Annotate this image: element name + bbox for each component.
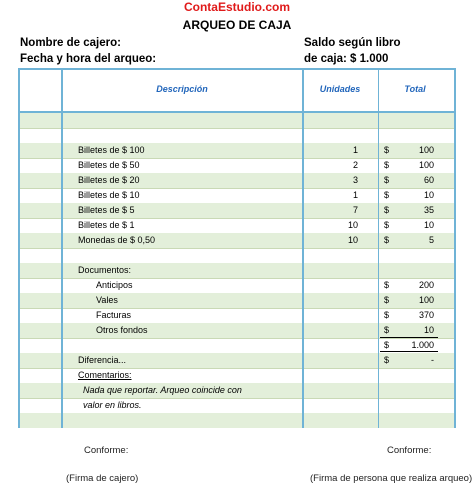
bill-label: Billetes de $ 1 — [78, 220, 135, 230]
bill-units: 1 — [352, 145, 358, 155]
bill-label: Billetes de $ 20 — [78, 175, 140, 185]
coin-label: Monedas de $ 0,50 — [78, 235, 156, 245]
bill-amount: 100 — [418, 145, 434, 155]
table-row — [18, 308, 456, 324]
documents-label: Documentos: — [78, 265, 132, 275]
comments-label: Comentarios: — [78, 370, 132, 380]
datetime-label: Fecha y hora del arqueo: — [20, 53, 157, 65]
currency-sign: $ — [384, 145, 390, 155]
currency-sign: $ — [384, 325, 390, 335]
document-label: Anticipos — [96, 280, 133, 290]
cash-count-sheet — [18, 68, 456, 428]
currency-sign: $ — [384, 205, 390, 215]
document-amount: 10 — [423, 325, 434, 335]
bill-amount: 100 — [418, 160, 434, 170]
coin-units: 10 — [347, 235, 358, 245]
bill-amount: 35 — [423, 205, 434, 215]
column-divider — [61, 70, 63, 428]
table-row — [18, 113, 456, 129]
table-row — [18, 248, 456, 264]
currency-sign: $ — [384, 190, 390, 200]
table-row — [18, 398, 456, 414]
table-row — [18, 368, 456, 384]
page-title: ARQUEO DE CAJA — [182, 18, 292, 32]
currency-sign: $ — [384, 280, 390, 290]
bill-units: 1 — [352, 190, 358, 200]
balance-label-line2: de caja: $ 1.000 — [304, 53, 389, 65]
difference-amount: - — [431, 355, 434, 365]
currency-sign: $ — [384, 160, 390, 170]
table-row — [18, 218, 456, 234]
total-currency: $ — [384, 340, 390, 350]
table-row — [18, 353, 456, 369]
cashier-label: Nombre de cajero: — [20, 37, 121, 49]
bill-units: 10 — [347, 220, 358, 230]
coin-amount: 5 — [428, 235, 434, 245]
total-box — [380, 337, 438, 352]
right-conforme-label: Conforme: — [387, 445, 432, 456]
table-row — [18, 203, 456, 219]
bill-label: Billetes de $ 10 — [78, 190, 140, 200]
balance-label-line1: Saldo según libro — [304, 37, 401, 49]
document-amount: 100 — [418, 295, 434, 305]
bill-amount: 10 — [423, 220, 434, 230]
table-row — [18, 383, 456, 399]
bill-amount: 60 — [423, 175, 434, 185]
column-header-description: Descripción — [156, 84, 208, 94]
comment-text-line2: valor en libros. — [83, 400, 142, 410]
cashier-signature-label: (Firma de cajero) — [66, 473, 139, 484]
difference-label: Diferencia... — [78, 355, 127, 365]
column-header-units: Unidades — [319, 84, 361, 94]
bill-units: 7 — [352, 205, 358, 215]
brand-link[interactable]: ContaEstudio.com — [183, 0, 290, 14]
document-amount: 200 — [418, 280, 434, 290]
column-divider — [378, 70, 379, 428]
comment-text-line1: Nada que reportar. Arqueo coincide con — [83, 385, 242, 395]
column-header-total: Total — [404, 84, 426, 94]
table-row — [18, 233, 456, 249]
currency-sign: $ — [384, 220, 390, 230]
document-amount: 370 — [418, 310, 434, 320]
bill-label: Billetes de $ 50 — [78, 160, 140, 170]
auditor-signature-label: (Firma de persona que realiza arqueo) — [310, 473, 473, 484]
table-row — [18, 158, 456, 174]
table-row — [18, 188, 456, 204]
document-label: Otros fondos — [96, 325, 148, 335]
column-divider — [18, 70, 20, 428]
column-header-row — [18, 70, 456, 113]
table-row — [18, 263, 456, 279]
bill-label: Billetes de $ 100 — [78, 145, 145, 155]
table-row — [18, 413, 456, 428]
currency-sign: $ — [384, 310, 390, 320]
bill-units: 2 — [352, 160, 358, 170]
bill-label: Billetes de $ 5 — [78, 205, 135, 215]
currency-sign: $ — [384, 355, 390, 365]
document-label: Vales — [96, 295, 118, 305]
column-divider — [302, 70, 304, 428]
currency-sign: $ — [384, 235, 390, 245]
table-row — [18, 128, 456, 144]
bill-amount: 10 — [423, 190, 434, 200]
column-divider — [454, 70, 456, 428]
document-label: Facturas — [96, 310, 132, 320]
total-amount: 1.000 — [411, 340, 434, 350]
currency-sign: $ — [384, 175, 390, 185]
table-row — [18, 173, 456, 189]
table-row — [18, 278, 456, 294]
left-conforme-label: Conforme: — [84, 445, 129, 456]
table-row — [18, 293, 456, 309]
bill-units: 3 — [352, 175, 358, 185]
currency-sign: $ — [384, 295, 390, 305]
table-row — [18, 143, 456, 159]
